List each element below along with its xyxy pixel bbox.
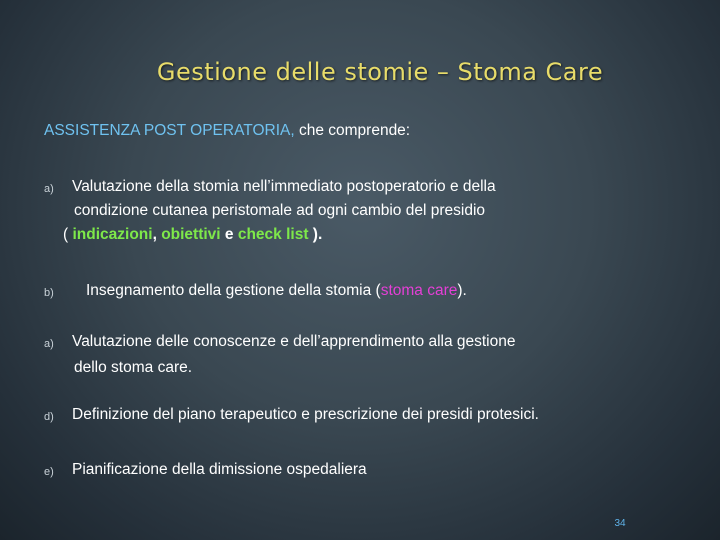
keyword-separator: e <box>220 226 238 243</box>
item-text-after: ). <box>457 282 467 299</box>
slide-title: Gestione delle stomie – Stoma Care <box>156 58 604 86</box>
list-marker: a) <box>44 183 54 195</box>
list-item-e-discharge <box>44 459 664 481</box>
keyword-separator: , <box>152 226 162 243</box>
intro-line <box>44 122 410 140</box>
list-marker: e) <box>44 466 54 478</box>
item-line-1 <box>86 280 467 301</box>
item-line-1: Pianificazione della dimissione ospedaliera <box>72 461 367 478</box>
item-text-before: Insegnamento della gestione della stomia ( <box>86 282 381 299</box>
list-item-b-teaching <box>44 280 664 302</box>
item-line-2: dello stoma care. <box>74 359 193 376</box>
list-item-d-therapy-plan <box>44 404 684 426</box>
item-line-1: Valutazione della stomia nell’immediato postoperatorio e della <box>72 178 496 195</box>
item-line-2: condizione cutanea peristomale ad ogni cambio del presidio <box>74 202 486 219</box>
intro-accent: ASSISTENZA POST OPERATORIA, <box>44 122 295 139</box>
paren-open: ( <box>63 226 73 243</box>
keyword-obiettivi: obiettivi <box>161 226 221 243</box>
list-item-a-assessment <box>44 176 664 242</box>
list-marker: d) <box>44 411 54 423</box>
slide-number: 34 <box>614 518 626 529</box>
intro-rest: che comprende: <box>294 122 411 139</box>
item-line-1: Definizione del piano terapeutico e prescrizione dei presidi protesici. <box>72 406 539 423</box>
list-marker: b) <box>44 287 54 299</box>
keyword-indicazioni: indicazioni <box>72 226 153 243</box>
paren-close: ). <box>308 226 323 243</box>
list-item-a-knowledge <box>44 331 664 375</box>
item-line-3 <box>63 224 322 245</box>
list-marker: a) <box>44 338 54 350</box>
stoma-care-highlight: stoma care <box>380 282 458 299</box>
keyword-check-list: check list <box>237 226 309 243</box>
item-line-1: Valutazione delle conoscenze e dell’apprendimento alla gestione <box>72 333 516 350</box>
